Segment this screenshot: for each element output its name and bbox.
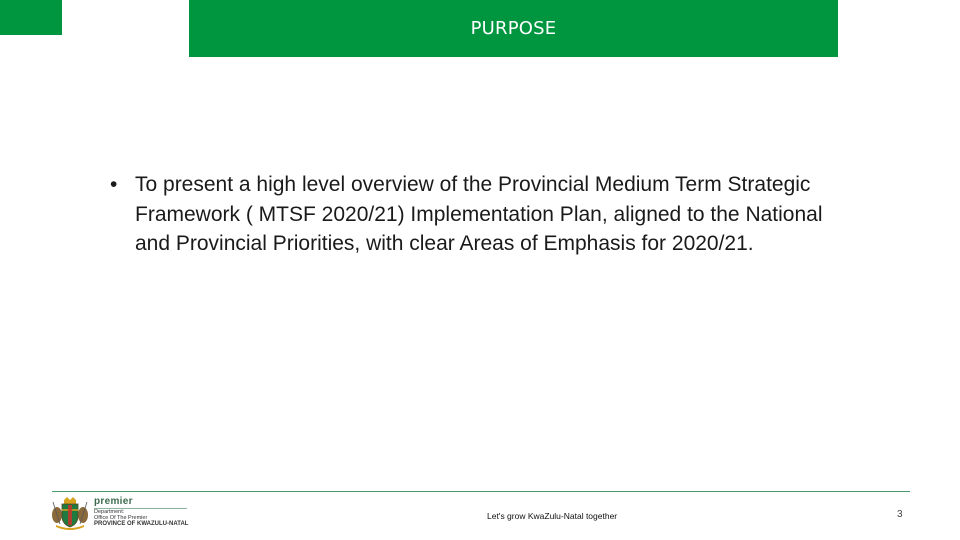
bullet-list [106,170,836,259]
logo-province-label: PROVINCE OF KWAZULU-NATAL [94,521,189,527]
logo-text [94,496,200,527]
bullet-item [106,170,836,259]
bullet-marker: • [110,173,118,196]
logo-office-label: Office Of The Premier [94,515,148,521]
bullet-text: To present a high level overview of the Provincial Medium Term Strategic Framework ( MTSF 2020/21) Implementation Plan, aligned to the National and Provincial Priorities, with clear Areas of Emphasis for 2020/21. [135,173,823,255]
logo-department-label: Department: [94,509,125,515]
title-bar [189,0,838,57]
footer-tagline: Let's grow KwaZulu-Natal together [487,511,618,521]
footer-divider [52,491,910,492]
page-number: 3 [897,509,903,520]
premier-logo [50,496,200,530]
corner-accent-block [0,0,62,35]
slide-title: PURPOSE [470,17,557,39]
coat-of-arms-icon [50,496,90,530]
logo-wordmark: premier [94,496,187,509]
